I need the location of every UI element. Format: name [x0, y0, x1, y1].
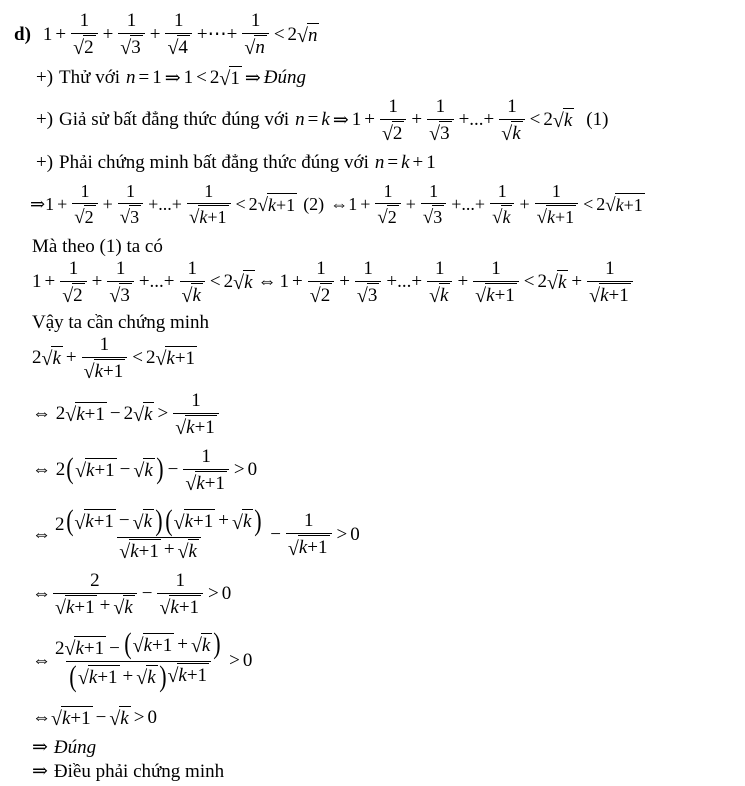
hypothesis-expansion: 1 + 1 √ 2 + 1 √ 3 +...+ 1 √ k < 2 √ k ⇔ 1 + 1 √ 2 + 1 √ 3 +...+ 1 √ k + 1 √ k +1 < 2 √ k + 1 √ k +1	[32, 256, 635, 308]
to-prove-text: Phải chứng minh bất đẳng thức đúng với	[59, 152, 369, 173]
bullet: +)	[36, 109, 54, 130]
bullet: +)	[36, 67, 54, 88]
hypothesis-text: Giả sử bất đẳng thức đúng với	[59, 109, 290, 130]
intro-need-prove-text: Vậy ta cần chứng minh	[32, 312, 210, 333]
arrow-icon: ⇒	[32, 737, 48, 758]
chain-step-6: ⇔ 2 √ k +1 − ( √ k +1 + √ k ) ( √ k +1 + √ k ) √ k +1 > 0	[32, 628, 253, 693]
conclusion-true	[32, 736, 96, 759]
conclusion-true-text: Đúng	[53, 736, 97, 758]
problem-inequality: 1 + 1 √ 2 + 1 √ 3 + 1 √ 4 +⋯+ 1 √ n < 2 √ n	[42, 10, 318, 60]
chain-step-7: ⇔ √ k +1 − √ k > 0	[32, 707, 157, 731]
conclusion-qed-text: Điều phải chứng minh	[53, 760, 225, 782]
chain-step-2: ⇔ 2 √ k +1 − 2 √ k > 1 √ k +1	[32, 388, 221, 440]
problem-statement	[14, 10, 319, 59]
step-to-prove: +) Phải chứng minh bất đẳng thức đúng với n = k + 1	[36, 152, 436, 173]
chain-step-4: ⇔ 2 ( √ k +1 − √ k ) ( √ k +1 + √ k ) √ k +1 + √ k − 1 √ k +1 > 0	[32, 504, 360, 564]
step-induction-hypothesis: +) Giả sử bất đẳng thức đúng với n = k ⇒ 1 + 1 √ 2 + 1 √ 3 +...+ 1 √ k < 2 √ k (1)	[36, 95, 609, 145]
equation-tag-1: (1)	[586, 109, 609, 130]
conclusion-qed	[32, 760, 224, 783]
problem-label: d)	[14, 23, 31, 45]
chain-step-1: 2 √ k + 1 √ k +1 < 2 √ k +1	[32, 333, 196, 383]
equation-tag-2: (2)	[303, 193, 325, 214]
step-base-case: +) Thử với n = 1 ⇒ 1 < 2 √ 1 ⇒ Đúng	[36, 67, 306, 91]
arrow-icon: ⇒	[32, 761, 48, 782]
intro-need-prove	[32, 312, 209, 334]
bullet: +)	[36, 152, 54, 173]
base-case-text: Thử với	[59, 67, 121, 88]
chain-step-3: ⇔ 2 ( √ k +1 − √ k ) − 1 √ k +1 > 0	[32, 445, 258, 495]
intro-from-hypothesis-text: Mà theo (1) ta có	[32, 236, 163, 257]
chain-step-5: ⇔ 2 √ k +1 + √ k − 1 √ k +1 > 0	[32, 569, 232, 619]
intro-from-hypothesis	[32, 236, 163, 258]
base-case-result: Đúng	[263, 67, 306, 88]
target-inequality: ⇒1 + 1 √ 2 + 1 √ 3 +...+ 1 √ k +1 < 2 √ k +1 (2) ⇔1 + 1 √ 2 + 1 √ 3 +...+ 1 √ k + 1 √ k +1 < 2 √ k +1	[30, 180, 643, 228]
